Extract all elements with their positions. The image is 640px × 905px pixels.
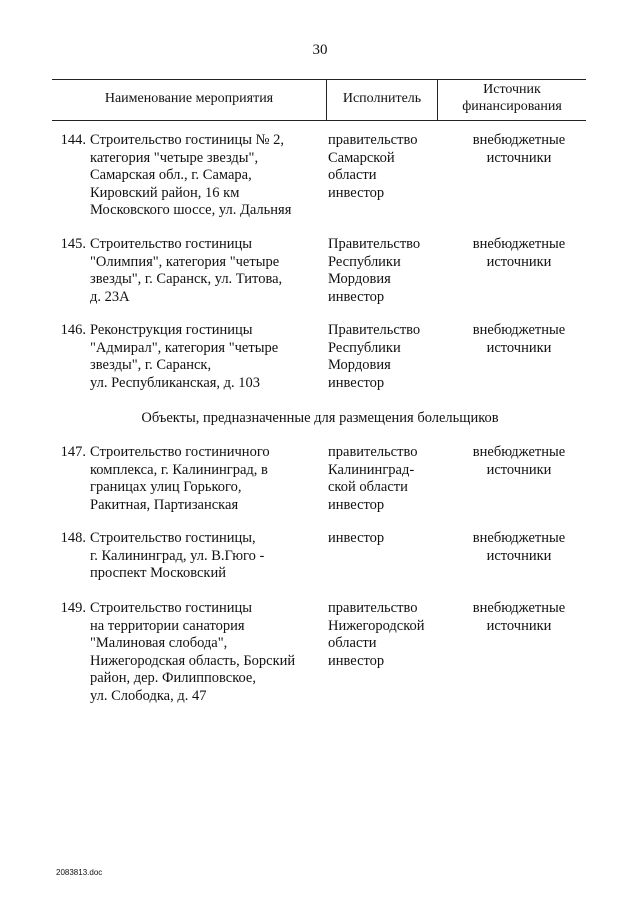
row-number: 144. bbox=[60, 132, 86, 148]
executor: Правительство Республики Мордовия инвестор bbox=[328, 236, 421, 305]
executor: правительство Самарской области инвестор bbox=[328, 132, 418, 201]
executor: правительство Нижегородской области инвестор bbox=[328, 600, 425, 669]
executor: правительство Калининград- ской области инвестор bbox=[328, 444, 418, 513]
funding-source: внебюджетные источники bbox=[472, 322, 566, 356]
table-header-top-rule bbox=[52, 79, 586, 80]
event-name: Строительство гостиницы, г. Калининград, ул. В.Гюго - проспект Московский bbox=[90, 530, 265, 581]
table-header-bottom-rule bbox=[52, 120, 586, 121]
event-name: Строительство гостиничного комплекса, г. Калининград, в границах улиц Горького, Ракитная, Партизанская bbox=[90, 444, 270, 513]
row-number: 145. bbox=[60, 236, 86, 252]
row-number: 147. bbox=[60, 444, 86, 460]
funding-source: внебюджетные источники bbox=[472, 236, 566, 270]
section-title: Объекты, предназначенные для размещения болельщиков bbox=[141, 410, 499, 426]
funding-source: внебюджетные источники bbox=[472, 600, 566, 634]
event-name: Строительство гостиницы "Олимпия", категория "четыре звезды", г. Саранск, ул. Титова, д. 23А bbox=[90, 236, 283, 305]
funding-source: внебюджетные источники bbox=[472, 444, 566, 478]
row-number: 146. bbox=[60, 322, 86, 338]
header-executor-column: Исполнитель bbox=[342, 91, 422, 106]
row-number: 148. bbox=[60, 530, 86, 546]
row-number: 149. bbox=[60, 600, 86, 616]
executor: Правительство Республики Мордовия инвестор bbox=[328, 322, 421, 391]
page-number: 30 bbox=[312, 42, 328, 58]
event-name: Строительство гостиницы на территории санатория "Малиновая слобода", Нижегородская область, Борский район, дер. Филипповское, ул. Слободка, д. 47 bbox=[90, 600, 296, 704]
funding-source: внебюджетные источники bbox=[472, 132, 566, 166]
footer-file-code: 2083813.doc bbox=[56, 868, 103, 877]
funding-source: внебюджетные источники bbox=[472, 530, 566, 564]
event-name: Строительство гостиницы № 2, категория "четыре звезды", Самарская обл., г. Самара, Кировский район, 16 км Московского шоссе, ул. Дальняя bbox=[90, 132, 292, 218]
header-funding-column: Источник финансирования bbox=[462, 82, 562, 114]
executor: инвестор bbox=[328, 530, 385, 546]
header-name-column: Наименование мероприятия bbox=[104, 91, 274, 106]
event-name: Реконструкция гостиницы "Адмирал", категория "четыре звезды", г. Саранск, ул. Республиканская, д. 103 bbox=[90, 322, 279, 391]
